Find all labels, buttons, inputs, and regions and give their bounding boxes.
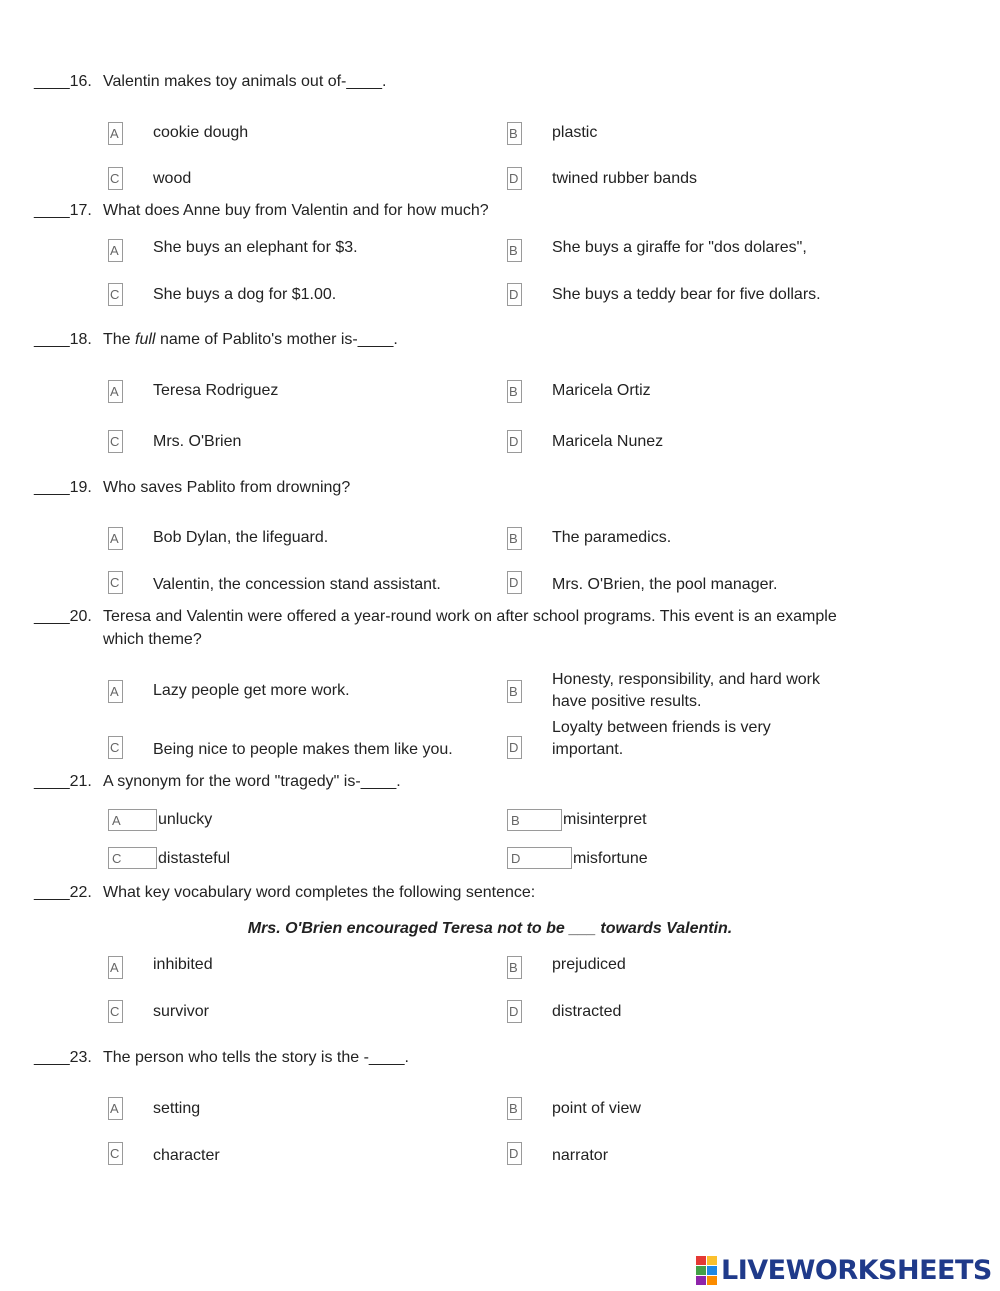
- question-18-text-start: The: [103, 331, 131, 348]
- answer-box-18-c[interactable]: C: [108, 430, 123, 453]
- question-18-number: ____18.: [34, 331, 92, 348]
- option-20-a: Lazy people get more work.: [153, 682, 350, 699]
- question-20-text: Teresa and Valentin were offered a year-round work on after school programs. This event is an example which theme?: [103, 608, 837, 648]
- answer-box-20-b[interactable]: B: [507, 680, 522, 703]
- logo-block: [707, 1266, 717, 1275]
- answer-box-22-b[interactable]: B: [507, 956, 522, 979]
- answer-box-16-d[interactable]: D: [507, 167, 522, 190]
- option-17-b: She buys a giraffe for "dos dolares",: [552, 239, 807, 256]
- logo-block: [707, 1276, 717, 1285]
- answer-box-23-c[interactable]: C: [108, 1142, 123, 1165]
- logo-text: LIVEWORKSHEETS: [721, 1254, 992, 1286]
- answer-box-22-c[interactable]: C: [108, 1000, 123, 1023]
- option-21-c: distasteful: [158, 850, 231, 867]
- answer-box-17-b[interactable]: B: [507, 239, 522, 262]
- option-22-a: inhibited: [153, 956, 213, 973]
- option-19-c: Valentin, the concession stand assistant.: [153, 576, 441, 593]
- answer-box-22-a[interactable]: A: [108, 956, 123, 979]
- answer-box-19-d[interactable]: D: [507, 571, 522, 594]
- question-22-number: ____22.: [34, 884, 92, 901]
- option-21-a: unlucky: [158, 811, 213, 828]
- option-16-c: wood: [153, 170, 192, 187]
- answer-box-20-d[interactable]: D: [507, 736, 522, 759]
- question-17-text: What does Anne buy from Valentin and for how much?: [103, 202, 489, 219]
- logo-block: [696, 1266, 706, 1275]
- option-23-c: character: [153, 1147, 220, 1164]
- option-22-c: survivor: [153, 1003, 210, 1020]
- logo-block: [707, 1256, 717, 1265]
- question-19-number: ____19.: [34, 479, 92, 496]
- answer-box-17-d[interactable]: D: [507, 283, 522, 306]
- answer-box-19-a[interactable]: A: [108, 527, 123, 550]
- option-17-d: She buys a teddy bear for five dollars.: [552, 286, 821, 303]
- answer-box-21-c[interactable]: C: [108, 847, 157, 869]
- option-19-a: Bob Dylan, the lifeguard.: [153, 529, 329, 546]
- question-21-text: A synonym for the word "tragedy" is-____.: [103, 773, 401, 790]
- answer-box-23-a[interactable]: A: [108, 1097, 123, 1120]
- logo-blocks-icon: [696, 1256, 717, 1285]
- option-20-b: Honesty, responsibility, and hard work have positive results.: [552, 671, 820, 710]
- answer-box-19-c[interactable]: C: [108, 571, 123, 594]
- option-16-d: twined rubber bands: [552, 170, 697, 187]
- answer-box-20-a[interactable]: A: [108, 680, 123, 703]
- question-22-sentence: Mrs. O'Brien encouraged Teresa not to be ___ towards Valentin.: [247, 920, 733, 937]
- option-18-b: Maricela Ortiz: [552, 382, 651, 399]
- answer-box-18-d[interactable]: D: [507, 430, 522, 453]
- answer-box-18-a[interactable]: A: [108, 380, 123, 403]
- answer-box-23-d[interactable]: D: [507, 1142, 522, 1165]
- option-23-a: setting: [153, 1100, 201, 1117]
- question-16-number: ____16.: [34, 73, 92, 90]
- option-21-b: misinterpret: [563, 811, 647, 828]
- question-23-number: ____23.: [34, 1049, 92, 1066]
- question-18-emphasis: full: [135, 331, 156, 348]
- option-18-c: Mrs. O'Brien: [153, 433, 242, 450]
- question-22-text: What key vocabulary word completes the following sentence:: [103, 884, 536, 901]
- question-23-text: The person who tells the story is the -____.: [103, 1049, 409, 1066]
- answer-box-16-c[interactable]: C: [108, 167, 123, 190]
- answer-box-16-b[interactable]: B: [507, 122, 522, 145]
- option-17-a: She buys an elephant for $3.: [153, 239, 358, 256]
- answer-box-19-b[interactable]: B: [507, 527, 522, 550]
- option-19-d: Mrs. O'Brien, the pool manager.: [552, 576, 778, 593]
- question-17-number: ____17.: [34, 202, 92, 219]
- question-19-text: Who saves Pablito from drowning?: [103, 479, 351, 496]
- option-18-d: Maricela Nunez: [552, 433, 664, 450]
- answer-box-17-c[interactable]: C: [108, 283, 123, 306]
- option-19-b: The paramedics.: [552, 529, 672, 546]
- answer-box-23-b[interactable]: B: [507, 1097, 522, 1120]
- option-18-a: Teresa Rodriguez: [153, 382, 279, 399]
- answer-box-20-c[interactable]: C: [108, 736, 123, 759]
- option-22-b: prejudiced: [552, 956, 626, 973]
- option-20-c: Being nice to people makes them like you.: [153, 741, 453, 758]
- question-21-number: ____21.: [34, 773, 92, 790]
- answer-box-17-a[interactable]: A: [108, 239, 123, 262]
- answer-box-18-b[interactable]: B: [507, 380, 522, 403]
- option-23-d: narrator: [552, 1147, 609, 1164]
- option-20-d: Loyalty between friends is very important.: [552, 719, 771, 758]
- question-18-text-end: name of Pablito's mother is-____.: [159, 331, 398, 348]
- question-16-text: Valentin makes toy animals out of-____.: [103, 73, 387, 90]
- option-21-d: misfortune: [573, 850, 648, 867]
- option-17-c: She buys a dog for $1.00.: [153, 286, 337, 303]
- option-22-d: distracted: [552, 1003, 622, 1020]
- answer-box-21-a[interactable]: A: [108, 809, 157, 831]
- logo-block: [696, 1276, 706, 1285]
- question-20-number: ____20.: [34, 608, 92, 625]
- answer-box-16-a[interactable]: A: [108, 122, 123, 145]
- liveworksheets-logo: [696, 1254, 992, 1286]
- answer-box-22-d[interactable]: D: [507, 1000, 522, 1023]
- option-16-a: cookie dough: [153, 124, 249, 141]
- logo-block: [696, 1256, 706, 1265]
- question-18-text: [103, 330, 398, 350]
- option-16-b: plastic: [552, 124, 598, 141]
- answer-box-21-b[interactable]: B: [507, 809, 562, 831]
- answer-box-21-d[interactable]: D: [507, 847, 572, 869]
- option-23-b: point of view: [552, 1100, 641, 1117]
